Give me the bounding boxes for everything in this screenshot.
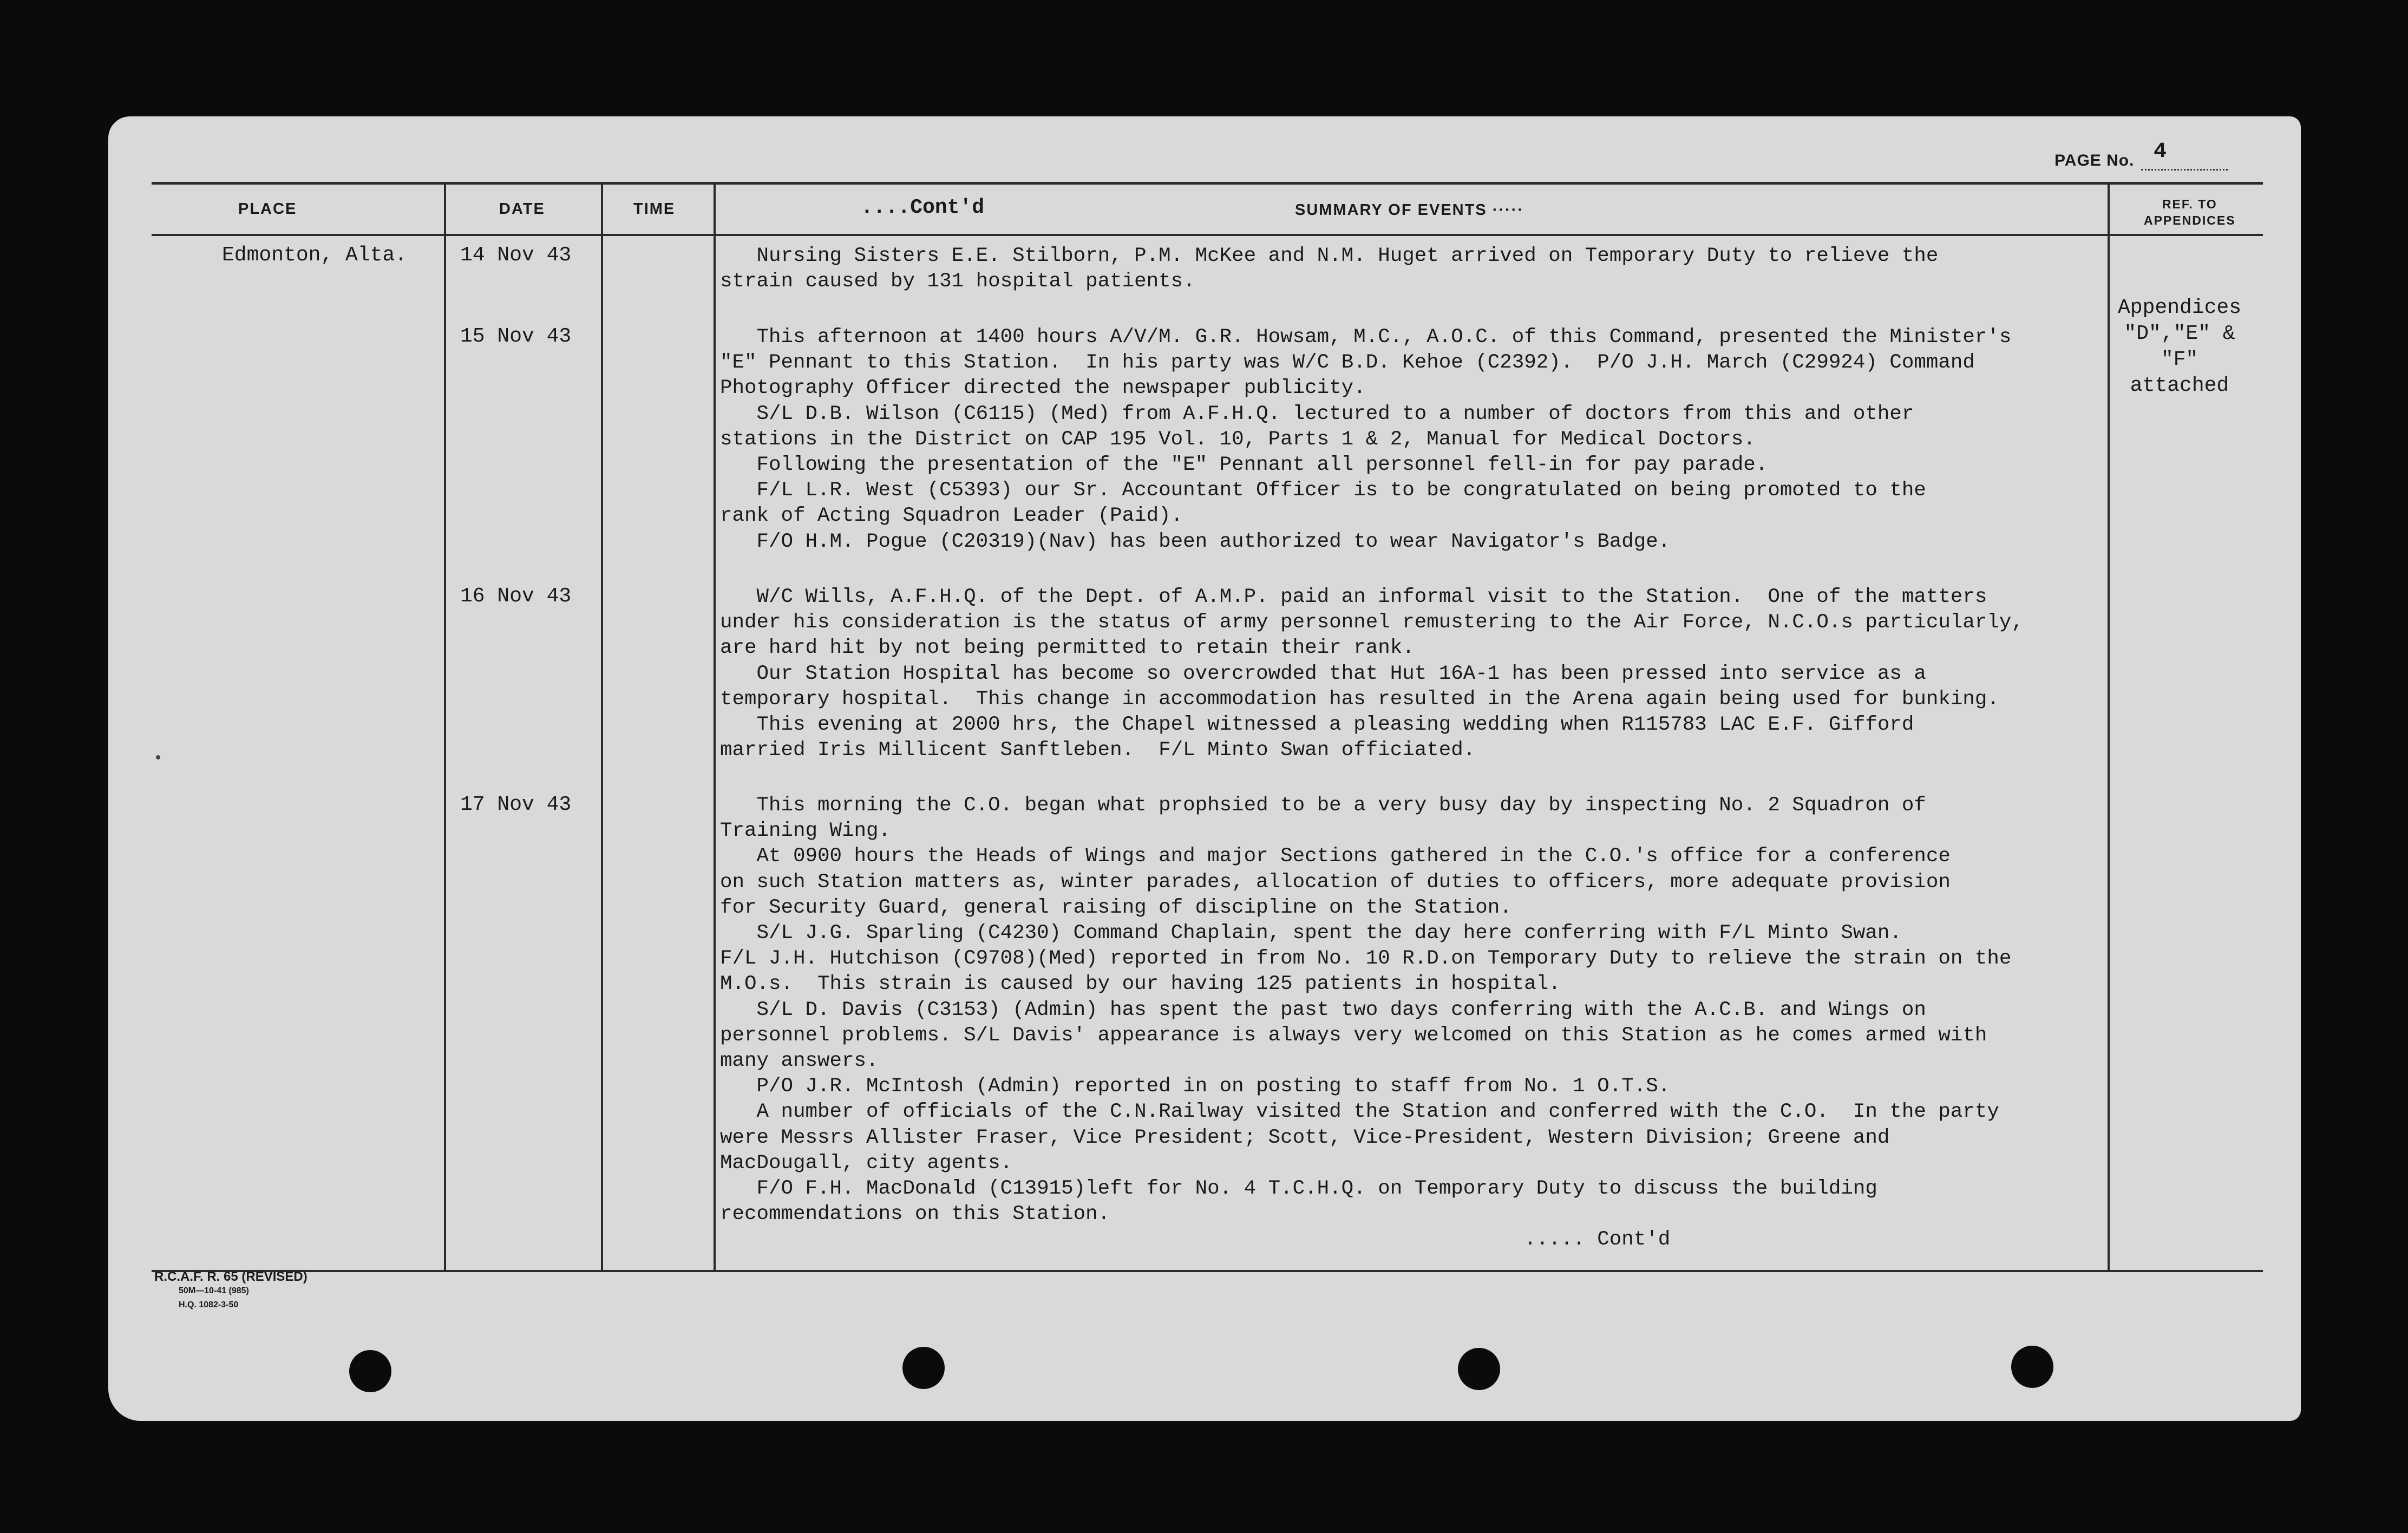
paper-speck (156, 755, 160, 759)
header-place: PLACE (238, 200, 297, 218)
date-cell: 15 Nov 43 (460, 325, 572, 348)
edge-speck (10, 1057, 18, 1062)
binder-hole (902, 1347, 945, 1389)
header-ref-appendices: REF. TO APPENDICES (2144, 197, 2236, 227)
form-identifier (154, 1270, 307, 1312)
appendices-reference: Appendices "D","E" & "F" attached (2118, 296, 2242, 397)
event-summary: This morning the C.O. began what prophsied to be a very busy day by inspecting No. 2 Squadron of Training Wing. At 0900 hours the Heads of Wings and major Sections gathered in the C.O.'s office for a conference on such Station matters as, winter parades, allocation of duties to officers, more adequate provision for Security Guard, general raising of discipline on the Station. S/L J.G. Sparling (C4230) Command Chaplain, spent the day here conferring with F/L Minto Swan. F/L J.H. Hutchison (C9708)(Med) reported in from No. 10 R.D.on Temporary Duty to relieve the strain on the M.O.s. This strain is caused by our having 125 patients in hospital. S/L D. Davis (C3153) (Admin) has spent the past two days conferring with the A.C.B. and Wings on personnel problems. S/L Davis' appearance is always very welcomed on this Station as he comes armed with many answers. P/O J.R. McIntosh (Admin) reported in on posting to staff from No. 1 O.T.S. A number of officials of the C.N.Railway visited the Station and conferred with the C.O. In the party were Messrs Allister Fraser, Vice President; Scott, Vice-President, Western Division; Greene and MacDougall, city agents. F/O F.H. MacDonald (C13915)left for No. 4 T.C.H.Q. on Temporary Duty to discuss the building recommendations on this Station. ..... Cont'd (720, 794, 2012, 1252)
header-time: TIME (633, 200, 676, 218)
column-rule-time-summary (714, 183, 716, 1271)
form-print-run: 50M—10-41 (985) (179, 1286, 249, 1295)
date-cell: 17 Nov 43 (460, 793, 572, 816)
header-summary: SUMMARY OF EVENTS ····· (1295, 201, 1524, 219)
form-hq-reference: H.Q. 1082-3-50 (179, 1300, 239, 1309)
table-top-rule (152, 182, 2263, 185)
page-number-label: PAGE No. (2054, 152, 2135, 169)
event-summary: This afternoon at 1400 hours A/V/M. G.R. Howsam, M.C., A.O.C. of this Command, presented the Minister's "E" Pennant to this Station. In his party was W/C B.D. Kehoe (C2392). P/O J.H. March (C29924) Command Photography Officer directed the newspaper publicity. S/L D.B. Wilson (C6115) (Med) from A.F.H.Q. lectured to a number of doctors from this and other stations in the District on CAP 195 Vol. 10, Parts 1 & 2, Manual for Medical Doctors. Following the presentation of the "E" Pennant all personnel fell-in for pay parade. F/L L.R. West (C5393) our Sr. Accountant Officer is to be congratulated on being promoted to the rank of Acting Squadron Leader (Paid). F/O H.M. Pogue (C20319)(Nav) has been authorized to wear Navigator's Badge. (720, 326, 2012, 553)
binder-hole (2011, 1346, 2053, 1388)
event-summary: Nursing Sisters E.E. Stilborn, P.M. McKee and N.M. Huget arrived on Temporary Duty to relieve the strain caused by 131 hospital patients. (720, 245, 1939, 293)
event-summary: W/C Wills, A.F.H.Q. of the Dept. of A.M.P. paid an informal visit to the Station. One of the matters under his consideration is the status of army personnel remustering to the Air Force, N.C.O.s particularly, are hard hit by not being permitted to retain their rank. Our Station Hospital has become so overcrowded that Hut 16A-1 has been pressed into service as a temporary hospital. This change in accommodation has resulted in the Arena again being used for bunking. This evening at 2000 hrs, the Chapel witnessed a pleasing wedding when R115783 LAC E.F. Gifford married Iris Millicent Sanftleben. F/L Minto Swan officiated. (720, 586, 2024, 762)
page-number-underline (2141, 169, 2228, 171)
form-number: R.C.A.F. R. 65 (REVISED) (154, 1269, 307, 1284)
column-rule-place-date (444, 183, 446, 1271)
page-number: 4 (2154, 140, 2167, 164)
header-date: DATE (499, 200, 545, 218)
binder-hole (349, 1350, 391, 1392)
binder-hole (1458, 1348, 1500, 1390)
date-cell: 14 Nov 43 (460, 244, 572, 267)
header-bottom-rule (152, 234, 2263, 236)
date-cell: 16 Nov 43 (460, 585, 572, 608)
header-contd: ....Cont'd (861, 196, 985, 219)
column-rule-date-time (601, 183, 603, 1271)
place-cell: Edmonton, Alta. (222, 244, 408, 267)
table-bottom-rule (152, 1270, 2263, 1272)
